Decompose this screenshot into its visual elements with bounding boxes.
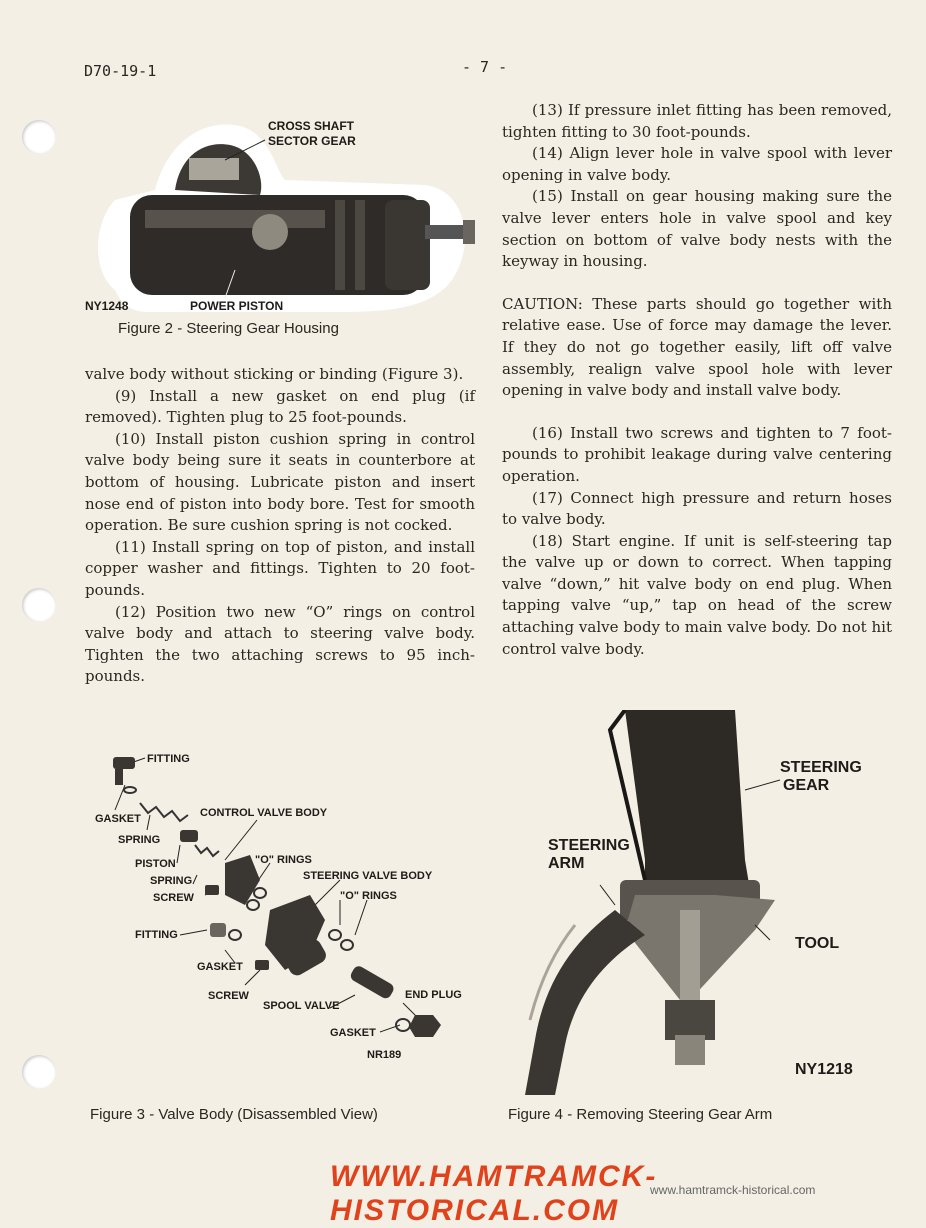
label-spring-mid: SPRING	[150, 875, 193, 887]
step-11: (11) Install spring on top of piston, and install copper washer and fittings. Tighten to 20 foot-pounds.	[85, 537, 475, 599]
label-ny1218: NY1218	[795, 1061, 853, 1078]
label-fitting-top: FITTING	[147, 753, 190, 765]
label-sector-gear: SECTOR GEAR	[268, 134, 356, 148]
label-tool: TOOL	[795, 935, 840, 952]
label-steering-arm-1: STEERING	[548, 837, 630, 854]
figure-4-caption: Figure 4 - Removing Steering Gear Arm	[508, 1106, 773, 1123]
label-steering-gear-2: GEAR	[783, 777, 830, 794]
binder-hole-middle	[22, 588, 56, 622]
label-spool-valve: SPOOL VALVE	[263, 1000, 340, 1012]
steering-arm-removal-photo	[515, 710, 895, 1095]
label-screw-low: SCREW	[208, 990, 249, 1002]
label-o-rings-1: "O" RINGS	[255, 854, 312, 866]
label-screw-mid: SCREW	[153, 892, 194, 904]
label-o-rings-2: "O" RINGS	[340, 890, 397, 902]
right-text-column	[502, 100, 892, 660]
step-9: (9) Install a new gasket on end plug (if removed). Tighten plug to 25 foot-pounds.	[85, 386, 475, 427]
label-power-piston: POWER PISTON	[190, 299, 284, 313]
label-piston: PISTON	[135, 858, 176, 870]
figure-3-valve-body-exploded	[85, 745, 485, 1075]
label-ny1248: NY1248	[85, 299, 129, 313]
binder-hole-top	[22, 120, 56, 154]
step-17: (17) Connect high pressure and return hoses to valve body.	[502, 488, 892, 529]
binder-hole-bottom	[22, 1055, 56, 1089]
label-cross-shaft: CROSS SHAFT	[268, 119, 355, 133]
figure-2-steering-gear-housing	[85, 100, 485, 320]
step-10: (10) Install piston cushion spring in control valve body being sure it seats in counterbore at bottom of housing. Lubricate piston and insert nose end of piston into body bore. Test for smooth operation. Be sure cushion spring is not cocked.	[85, 429, 475, 535]
figure-2-caption: Figure 2 - Steering Gear Housing	[118, 320, 339, 337]
label-fitting-mid: FITTING	[135, 929, 178, 941]
caution-note: CAUTION: These parts should go together with relative ease. Use of force may damage the lever. If they do not go together easily, lift off valve assembly, realign valve spool hole with lever opening in valve body and install valve body.	[502, 294, 892, 400]
label-gasket-mid: GASKET	[197, 961, 243, 973]
steering-gear-housing-image	[85, 100, 485, 320]
label-end-plug: END PLUG	[405, 989, 462, 1001]
page-number: - 7 -	[462, 58, 508, 76]
label-nr189: NR189	[367, 1049, 402, 1061]
step-16: (16) Install two screws and tighten to 7 foot-pounds to prohibit leakage during valve centering operation.	[502, 423, 892, 485]
step-18: (18) Start engine. If unit is self-steering tap the valve up or down to correct. When tapping valve “down,” hit valve body on end plug. When tapping valve “up,” tap on head of the screw attaching valve body to main valve body. Do not hit control valve body.	[502, 531, 892, 658]
valve-body-exploded-diagram	[85, 745, 485, 1075]
continuation-text: valve body without sticking or binding (Figure 3).	[85, 365, 464, 383]
left-text-column	[85, 364, 475, 688]
label-steering-gear-1: STEERING	[780, 759, 862, 776]
label-gasket-top: GASKET	[95, 813, 141, 825]
label-steering-valve-body: STEERING VALVE BODY	[303, 870, 433, 882]
figure-4-removing-steering-gear-arm	[515, 710, 895, 1095]
step-14: (14) Align lever hole in valve spool with lever opening in valve body.	[502, 144, 892, 184]
figure-3-caption: Figure 3 - Valve Body (Disassembled View)	[90, 1106, 378, 1123]
watermark-small-url: www.hamtramck-historical.com	[650, 1183, 816, 1197]
label-spring-top: SPRING	[118, 834, 161, 846]
label-steering-arm-2: ARM	[548, 855, 585, 872]
document-id: D70-19-1	[84, 62, 157, 80]
label-control-valve-body: CONTROL VALVE BODY	[200, 807, 328, 819]
step-15: (15) Install on gear housing making sure the valve lever enters hole in valve spool and key section on bottom of valve body nests with the keyway in housing.	[502, 187, 892, 271]
step-13: (13) If pressure inlet fitting has been removed, tighten fitting to 30 foot-pounds.	[502, 101, 892, 141]
step-12: (12) Position two new “O” rings on control valve body and attach to steering valve body. Tighten the two attaching screws to 95 inch-pounds.	[85, 602, 475, 686]
label-gasket-low: GASKET	[330, 1027, 376, 1039]
watermark-url: WWW.HAMTRAMCK-HISTORICAL.COM	[330, 1160, 658, 1227]
